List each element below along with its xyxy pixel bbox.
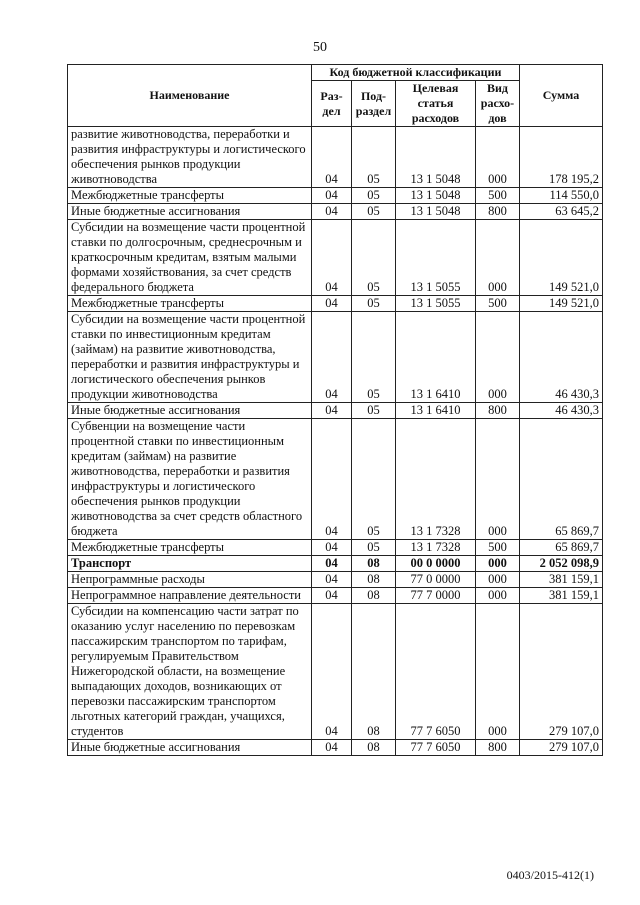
document-code: 0403/2015-412(1): [506, 868, 594, 882]
row-name-cell: Транспорт: [68, 556, 312, 572]
row-target-cell: 77 7 6050: [396, 604, 476, 740]
row-section-cell: 04: [312, 127, 352, 188]
row-name-cell: Субсидии на возмещение части процентной ставки по инвестиционным кредитам (займам) на развитие животноводства, переработки и развития инфраструктуры и логистического обеспечения рынков продукции животноводства: [68, 312, 312, 403]
row-sum-cell: 279 107,0: [520, 740, 603, 756]
table-row: [68, 604, 603, 740]
row-subsection-cell: 08: [352, 588, 396, 604]
row-sum-cell: 65 869,7: [520, 419, 603, 540]
row-name-cell: Межбюджетные трансферты: [68, 188, 312, 204]
table-row: [68, 419, 603, 540]
row-type-cell: 500: [476, 296, 520, 312]
row-type-cell: 800: [476, 204, 520, 220]
row-name-cell: Непрограммные расходы: [68, 572, 312, 588]
row-sum-cell: 178 195,2: [520, 127, 603, 188]
table-row: [68, 588, 603, 604]
header-target-article: Целевая статья расходов: [396, 81, 476, 127]
row-name-cell: Иные бюджетные ассигнования: [68, 204, 312, 220]
row-target-cell: 77 0 0000: [396, 572, 476, 588]
row-subsection-cell: 05: [352, 540, 396, 556]
table-row: [68, 540, 603, 556]
table-row: [68, 204, 603, 220]
header-section: Раз- дел: [312, 81, 352, 127]
row-target-cell: 13 1 5048: [396, 127, 476, 188]
row-target-cell: 13 1 5048: [396, 188, 476, 204]
row-section-cell: 04: [312, 419, 352, 540]
table-row: [68, 188, 603, 204]
table-row: [68, 556, 603, 572]
row-type-cell: 000: [476, 127, 520, 188]
row-sum-cell: 2 052 098,9: [520, 556, 603, 572]
row-sum-cell: 279 107,0: [520, 604, 603, 740]
row-type-cell: 000: [476, 556, 520, 572]
row-sum-cell: 149 521,0: [520, 296, 603, 312]
row-subsection-cell: 08: [352, 740, 396, 756]
row-sum-cell: 63 645,2: [520, 204, 603, 220]
row-subsection-cell: 08: [352, 556, 396, 572]
row-target-cell: 13 1 6410: [396, 312, 476, 403]
row-subsection-cell: 08: [352, 604, 396, 740]
row-sum-cell: 46 430,3: [520, 312, 603, 403]
row-sum-cell: 149 521,0: [520, 220, 603, 296]
row-name-cell: Иные бюджетные ассигнования: [68, 403, 312, 419]
table-row: [68, 740, 603, 756]
row-target-cell: 13 1 7328: [396, 419, 476, 540]
budget-table: [67, 64, 603, 756]
row-target-cell: 13 1 5048: [396, 204, 476, 220]
row-name-cell: Непрограммное направление деятельности: [68, 588, 312, 604]
table-row: [68, 572, 603, 588]
row-target-cell: 00 0 0000: [396, 556, 476, 572]
table-row: [68, 127, 603, 188]
row-section-cell: 04: [312, 312, 352, 403]
header-classification-code: Код бюджетной классификации: [312, 65, 520, 81]
row-subsection-cell: 08: [352, 572, 396, 588]
row-subsection-cell: 05: [352, 204, 396, 220]
table-row: [68, 296, 603, 312]
row-subsection-cell: 05: [352, 403, 396, 419]
row-type-cell: 000: [476, 572, 520, 588]
row-section-cell: 04: [312, 572, 352, 588]
row-section-cell: 04: [312, 740, 352, 756]
row-type-cell: 800: [476, 403, 520, 419]
row-type-cell: 000: [476, 312, 520, 403]
row-name-cell: Межбюджетные трансферты: [68, 296, 312, 312]
row-sum-cell: 381 159,1: [520, 588, 603, 604]
header-subsection: Под- раздел: [352, 81, 396, 127]
row-type-cell: 500: [476, 540, 520, 556]
row-section-cell: 04: [312, 556, 352, 572]
table-body: [68, 127, 603, 756]
row-type-cell: 000: [476, 604, 520, 740]
row-subsection-cell: 05: [352, 296, 396, 312]
row-name-cell: развитие животноводства, переработки и развития инфраструктуры и логистического обеспечения рынков продукции животноводства: [68, 127, 312, 188]
row-name-cell: Межбюджетные трансферты: [68, 540, 312, 556]
row-sum-cell: 114 550,0: [520, 188, 603, 204]
row-sum-cell: 65 869,7: [520, 540, 603, 556]
row-target-cell: 13 1 5055: [396, 296, 476, 312]
row-section-cell: 04: [312, 540, 352, 556]
row-target-cell: 13 1 5055: [396, 220, 476, 296]
page-number: 50: [313, 40, 327, 55]
row-sum-cell: 381 159,1: [520, 572, 603, 588]
row-subsection-cell: 05: [352, 127, 396, 188]
row-section-cell: 04: [312, 220, 352, 296]
table-row: [68, 312, 603, 403]
row-subsection-cell: 05: [352, 220, 396, 296]
row-section-cell: 04: [312, 204, 352, 220]
row-subsection-cell: 05: [352, 419, 396, 540]
row-target-cell: 13 1 7328: [396, 540, 476, 556]
row-type-cell: 000: [476, 220, 520, 296]
table-row: [68, 220, 603, 296]
row-section-cell: 04: [312, 588, 352, 604]
row-target-cell: 13 1 6410: [396, 403, 476, 419]
row-name-cell: Субсидии на возмещение части процентной ставки по долгосрочным, среднесрочным и краткосрочным кредитам, взятым малыми формами хозяйствования, за счет средств федерального бюджета: [68, 220, 312, 296]
row-name-cell: Иные бюджетные ассигнования: [68, 740, 312, 756]
row-subsection-cell: 05: [352, 188, 396, 204]
row-section-cell: 04: [312, 296, 352, 312]
row-type-cell: 800: [476, 740, 520, 756]
row-name-cell: Субвенции на возмещение части процентной ставки по инвестиционным кредитам (займам) на развитие животноводства, переработки и развития инфраструктуры и логистического обеспечения рынков продукции животноводства за счет средств областного бюджета: [68, 419, 312, 540]
row-name-cell: Субсидии на компенсацию части затрат по оказанию услуг населению по перевозкам пассажирским транспортом по тарифам, регулируемым Правительством Нижегородской области, на возмещение выпадающих доходов, возникающих от перевозки пассажирским транспортом льготных категорий граждан, учащихся, студентов: [68, 604, 312, 740]
row-sum-cell: 46 430,3: [520, 403, 603, 419]
table-header: [68, 65, 603, 127]
table-row: [68, 403, 603, 419]
row-type-cell: 000: [476, 588, 520, 604]
row-type-cell: 500: [476, 188, 520, 204]
row-section-cell: 04: [312, 403, 352, 419]
row-section-cell: 04: [312, 604, 352, 740]
row-section-cell: 04: [312, 188, 352, 204]
row-target-cell: 77 7 0000: [396, 588, 476, 604]
header-expense-type: Вид расхо- дов: [476, 81, 520, 127]
row-subsection-cell: 05: [352, 312, 396, 403]
header-name: Наименование: [68, 65, 312, 127]
row-target-cell: 77 7 6050: [396, 740, 476, 756]
row-type-cell: 000: [476, 419, 520, 540]
header-sum: Сумма: [520, 65, 603, 127]
